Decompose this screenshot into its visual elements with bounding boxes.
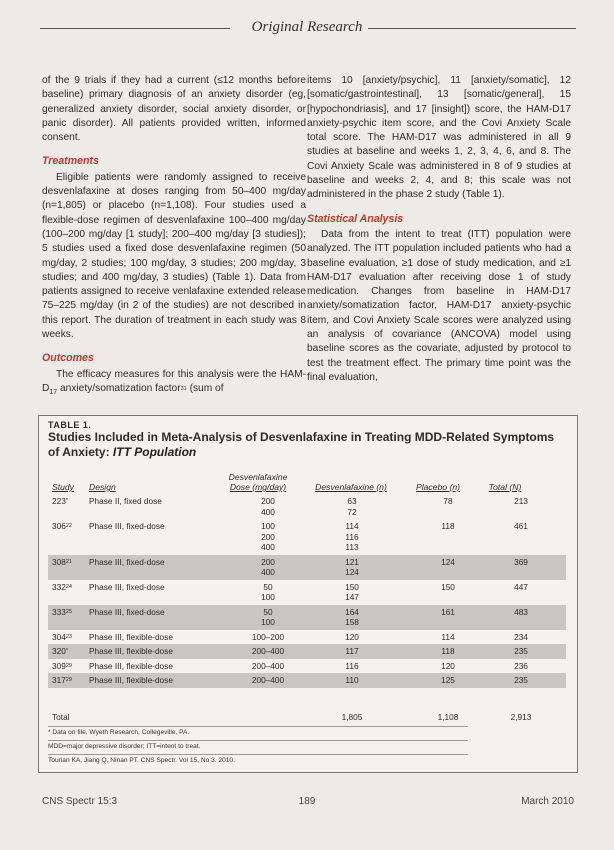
cell-dose: 200–400 <box>251 660 285 671</box>
table-row <box>48 605 566 630</box>
table-footnote: MDD=major depressive disorder; ITT=intent to treat. <box>48 743 201 750</box>
cell-study: $309^{29}$ <box>52 660 72 671</box>
cell-design: Phase III, flexible-dose <box>89 646 173 656</box>
cell-desvenlafaxine-n: 110 <box>345 675 359 685</box>
cell-desvenlafaxine-n: 164 158 <box>345 606 359 627</box>
cell-total-n: 236 <box>514 660 528 671</box>
cell-dose: 200 400 <box>261 496 275 517</box>
table-label: TABLE 1. <box>48 420 92 430</box>
cell-design: Phase III, flexible-dose <box>89 675 173 685</box>
footnote-divider <box>48 740 468 741</box>
cell-placebo-n: 120 <box>441 660 455 671</box>
col-header-dose-line1: Desvenlafaxine <box>228 472 288 482</box>
footer-date: March 2010 <box>521 796 574 807</box>
table-citation: Tourian KA, Jiang Q, Ninan PT. CNS Spectr. Vol 15, No 3. 2010. <box>48 757 235 764</box>
footer-page-number: 189 <box>298 796 316 807</box>
col-header-dose-line2: Dose (mg/day) <box>229 482 287 492</box>
table-row <box>48 644 566 659</box>
cell-design: Phase III, fixed-dose <box>89 521 165 531</box>
cell-placebo-n: 118 <box>441 521 455 531</box>
cell-total-n: 369 <box>514 556 528 567</box>
col-header-placebo: Placebo (n) <box>416 482 460 492</box>
footer-journal: CNS Spectr 15:3 <box>42 796 118 807</box>
cell-dose: 200 400 <box>261 556 275 577</box>
cell-desvenlafaxine-n: 120 <box>345 631 359 642</box>
paragraph: of the 9 trials if they had a current (≤12 months before baseline) primary diagnosis of an anxiety disorder (eg, generalized anxiety disorder, social anxiety disorder, or panic disorder). All patients provided written, informed consent. <box>42 75 306 144</box>
col-header-desvenlafaxine: Desvenlafaxine (n) <box>315 482 387 492</box>
cell-dose: 100–200 <box>251 631 285 642</box>
table-footnote: * Data on file, Wyeth Research, Collegeville, PA. <box>48 729 190 736</box>
cell-placebo-n: 161 <box>441 606 455 617</box>
cell-placebo-n: 78 <box>443 496 453 506</box>
left-column <box>42 74 306 400</box>
cell-total-n: 483 <box>514 606 528 617</box>
cell-placebo-n: 118 <box>441 646 455 656</box>
table-row <box>48 519 566 555</box>
cell-placebo-n: 150 <box>441 581 455 592</box>
col-header-total: Total (N) <box>488 482 522 492</box>
table-row <box>48 494 566 519</box>
footnote-divider <box>48 754 468 755</box>
cell-desvenlafaxine-n: 116 <box>345 660 359 671</box>
cell-dose: 50 100 <box>261 606 275 627</box>
cell-study: $304^{23}$ <box>52 631 72 642</box>
paragraph: Data from the intent to treat (ITT) population were analyzed. The ITT population included patients who had a baseline evaluation, ≥1 dose of study medication, and ≥1 HAM-D17 evaluation after receiving dose 1 of study medication. Changes from baseline in HAM-D17 anxiety/somatization factor, HAM-D17 anxiety-psychic item, and Covi Anxiety Scale scores were analyzed using an analysis of covariance (ANCOVA) model using baseline scores as the covariate, adjusted by protocol to test the treatment effect. The primary time point was the final evaluation, <box>307 228 571 383</box>
cell-design: Phase III, flexible-dose <box>89 631 173 642</box>
cell-study: $332^{24}$ <box>52 581 72 592</box>
cell-study: $306^{22}$ <box>52 521 72 531</box>
cell-placebo-n: 114 <box>441 631 455 642</box>
cell-design: Phase III, flexible-dose <box>89 660 173 671</box>
cell-placebo-n: 125 <box>441 675 455 685</box>
col-header-study: Study <box>52 482 74 492</box>
cell-desvenlafaxine-n: 114 116 113 <box>345 521 359 552</box>
table-row <box>48 630 566 645</box>
footnote-divider <box>48 726 468 727</box>
cell-study: $333^{25}$ <box>52 606 72 617</box>
cell-desvenlafaxine-n: 121 124 <box>345 556 359 577</box>
cell-total-n: 234 <box>514 631 528 642</box>
heading-outcomes: Outcomes <box>42 352 94 365</box>
heading-statistical-analysis: Statistical Analysis <box>307 212 404 225</box>
right-column <box>307 74 571 385</box>
paragraph: The efficacy measures for this analysis were the HAM-$D_{17}$ anxiety/somatization factor$^{31}$ (sum of <box>42 368 306 396</box>
cell-desvenlafaxine-n: 150 147 <box>345 581 359 602</box>
cell-study: $308^{21}$ <box>52 556 72 567</box>
table-title: Studies Included in Meta-Analysis of Desvenlafaxine in Treating MDD-Related Symptoms of Anxiety: ITT Population <box>48 430 555 459</box>
section-header: Original Research <box>0 19 614 36</box>
paragraph: items 10 [anxiety/psychic], 11 [anxiety/somatic], 12 [somatic/gastrointestinal], 13 [somatic/general], 15 [hypochondriasis], and 17 [insight]) score, the HAM-D17 anxiety-psychic item score, and the Covi Anxiety Scale total score. The HAM-D17 was administered in all 9 studies at baseline and weeks 1, 2, 3, 4, 6, and 8. The Covi Anxiety Scale was administered in 8 of 9 studies at baseline and weeks 2, 4, and 8; this scale was not administered in the phase 2 study (Table 1). <box>307 75 571 201</box>
table-total-row: Total 1,805 1,108 2,913 <box>52 712 532 722</box>
cell-design: Phase III, fixed-dose <box>89 606 165 617</box>
cell-desvenlafaxine-n: 63 72 <box>347 496 357 517</box>
cell-dose: 200–400 <box>251 675 285 685</box>
cell-study: 320* <box>52 646 68 656</box>
cell-total-n: 213 <box>514 496 528 506</box>
cell-design: Phase III, fixed-dose <box>89 581 165 592</box>
paragraph: Eligible patients were randomly assigned to receive desvenlafaxine at doses ranging from 50–400 mg/day (n=1,805) or placebo (n=1,108). Four studies used a flexible-dose regimen of desvenlafaxine 100–400 mg/day (100–200 mg/day [1 study]; 200–400 mg/day [3 studies]); 5 studies used a fixed dose desvenlafaxine regimen (50 mg/day, 2 studies; 100 mg/day, 3 studies; 200 mg/day, 3 studies; and 400 mg/day, 3 studies) (Table 1). Data from patients assigned to receive venlafaxine extended release 75–225 mg/day (in 2 of the studies) are not described in this report. The duration of treatment in each study was 8 weeks. <box>42 171 306 341</box>
cell-desvenlafaxine-n: 117 <box>345 646 359 656</box>
table-row <box>48 580 566 605</box>
cell-total-n: 235 <box>514 675 528 685</box>
table-row <box>48 673 566 688</box>
cell-placebo-n: 124 <box>441 556 455 567</box>
cell-dose: 100 200 400 <box>261 521 275 552</box>
cell-design: Phase II, fixed dose <box>89 496 162 506</box>
cell-design: Phase III, fixed-dose <box>89 556 165 567</box>
cell-total-n: 447 <box>514 581 528 592</box>
heading-treatments: Treatments <box>42 155 99 168</box>
cell-study: 223* <box>52 496 68 506</box>
cell-dose: 50 100 <box>261 581 275 602</box>
table-row <box>48 659 566 674</box>
cell-dose: 200–400 <box>251 646 285 656</box>
col-header-design: Design <box>89 482 116 492</box>
cell-study: $317^{29}$ <box>52 675 72 685</box>
table-row <box>48 555 566 580</box>
cell-total-n: 235 <box>514 646 528 656</box>
cell-total-n: 461 <box>514 521 528 531</box>
